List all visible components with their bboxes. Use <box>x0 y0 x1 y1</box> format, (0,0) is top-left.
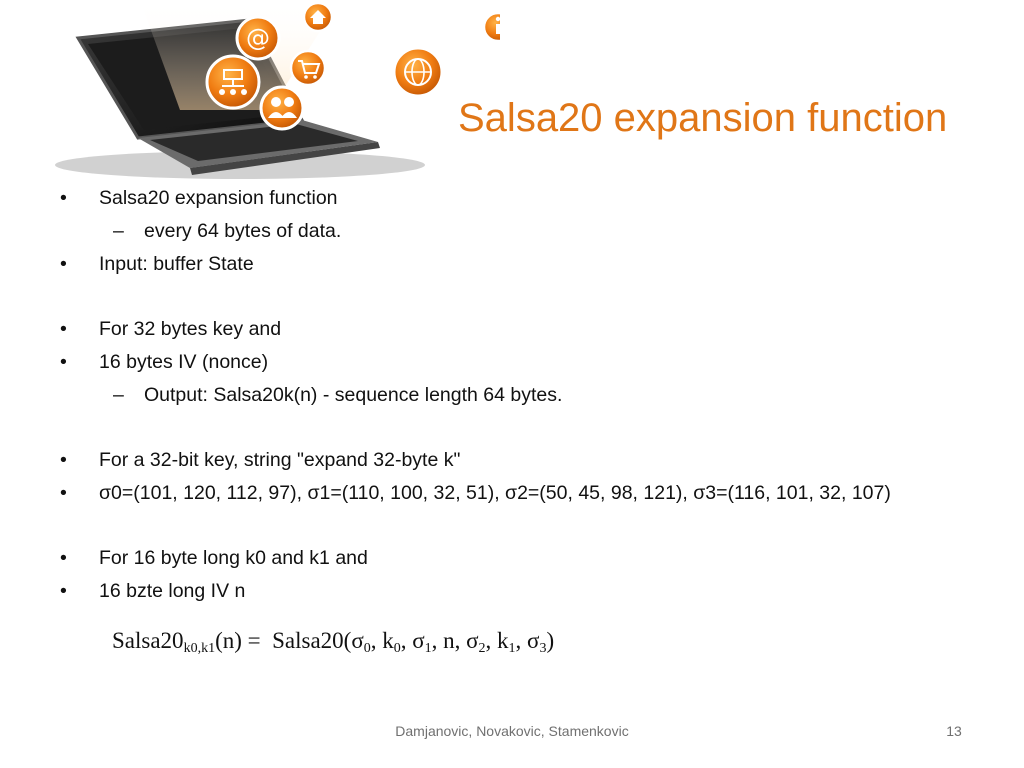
bullet-text: Input: buffer State <box>99 253 254 275</box>
shopping-cart-icon <box>291 51 325 85</box>
home-icon <box>304 3 332 31</box>
formula-subscript: 1 <box>508 641 516 656</box>
bullet-item <box>60 477 1000 510</box>
bullet-text: σ0=(101, 120, 112, 97), σ1=(110, 100, 32, 51), σ2=(50, 45, 98, 121), σ3=(116, 101, 32, 107) <box>99 482 891 504</box>
formula-subscript: 2 <box>478 641 486 656</box>
bullet-text: For 16 byte long k0 and k1 and <box>99 547 368 569</box>
page-number: 13 <box>946 723 962 739</box>
sub-bullet-text: Output: Salsa20k(n) - sequence length 64 bytes. <box>144 384 563 406</box>
bullet-marker: • <box>60 318 67 340</box>
bullet-text: 16 bzte long IV n <box>99 580 246 602</box>
bullet-marker: • <box>60 449 67 471</box>
formula-part: ) <box>546 628 555 653</box>
bullet-marker: • <box>60 351 67 373</box>
bullet-marker: • <box>60 253 67 275</box>
users-icon <box>261 87 303 129</box>
bullet-text: For a 32-bit key, string "expand 32-byte k" <box>99 449 461 471</box>
formula-part: (n) = <box>215 628 261 653</box>
bullet-text: Salsa20 expansion function <box>99 187 338 209</box>
formula-subscript: 1 <box>424 641 432 656</box>
sub-bullet-item <box>60 379 1000 412</box>
svg-text:@: @ <box>246 24 270 52</box>
bullet-marker: • <box>60 482 67 504</box>
bullet-text: 16 bytes IV (nonce) <box>99 351 269 373</box>
sub-bullet-text: every 64 bytes of data. <box>144 220 342 242</box>
bullet-marker: • <box>60 580 67 602</box>
email-at-icon <box>237 17 279 59</box>
bullet-item <box>60 248 1000 281</box>
bullet-marker: • <box>60 187 67 209</box>
slide-title: Salsa20 expansion function <box>458 96 948 140</box>
formula-part: Salsa20(σ <box>272 628 364 653</box>
hero-illustration <box>40 0 500 190</box>
slide-footer: Damjanovic, Novakovic, Stamenkovic <box>395 723 629 739</box>
bullet-item <box>60 346 1000 379</box>
bullet-marker: • <box>60 547 67 569</box>
globe-icon <box>394 48 442 96</box>
bullet-text: For 32 bytes key and <box>99 318 282 340</box>
formula-part: , σ <box>515 628 540 653</box>
bullet-item <box>60 444 1000 477</box>
bullet-item <box>60 182 1000 215</box>
formula-part: , n, σ <box>431 628 479 653</box>
bullet-item <box>60 542 1000 575</box>
formula-subscript: 0 <box>363 641 371 656</box>
formula-part: Salsa20 <box>112 628 184 653</box>
formula-subscript: 3 <box>539 641 547 656</box>
sub-bullet-item <box>60 215 1000 248</box>
formula-subscript: 0 <box>393 641 401 656</box>
network-icon <box>207 56 259 108</box>
bullet-item <box>60 313 1000 346</box>
info-icon <box>484 13 500 41</box>
formula-part: , k <box>370 628 394 653</box>
bullet-list <box>60 182 1000 608</box>
salsa20-formula <box>112 628 554 654</box>
formula-part: , σ <box>400 628 425 653</box>
sub-bullet-marker: – <box>113 220 124 242</box>
formula-part: , k <box>485 628 509 653</box>
sub-bullet-marker: – <box>113 384 124 406</box>
bullet-item <box>60 575 1000 608</box>
formula-subscript: k0,k1 <box>183 641 216 656</box>
